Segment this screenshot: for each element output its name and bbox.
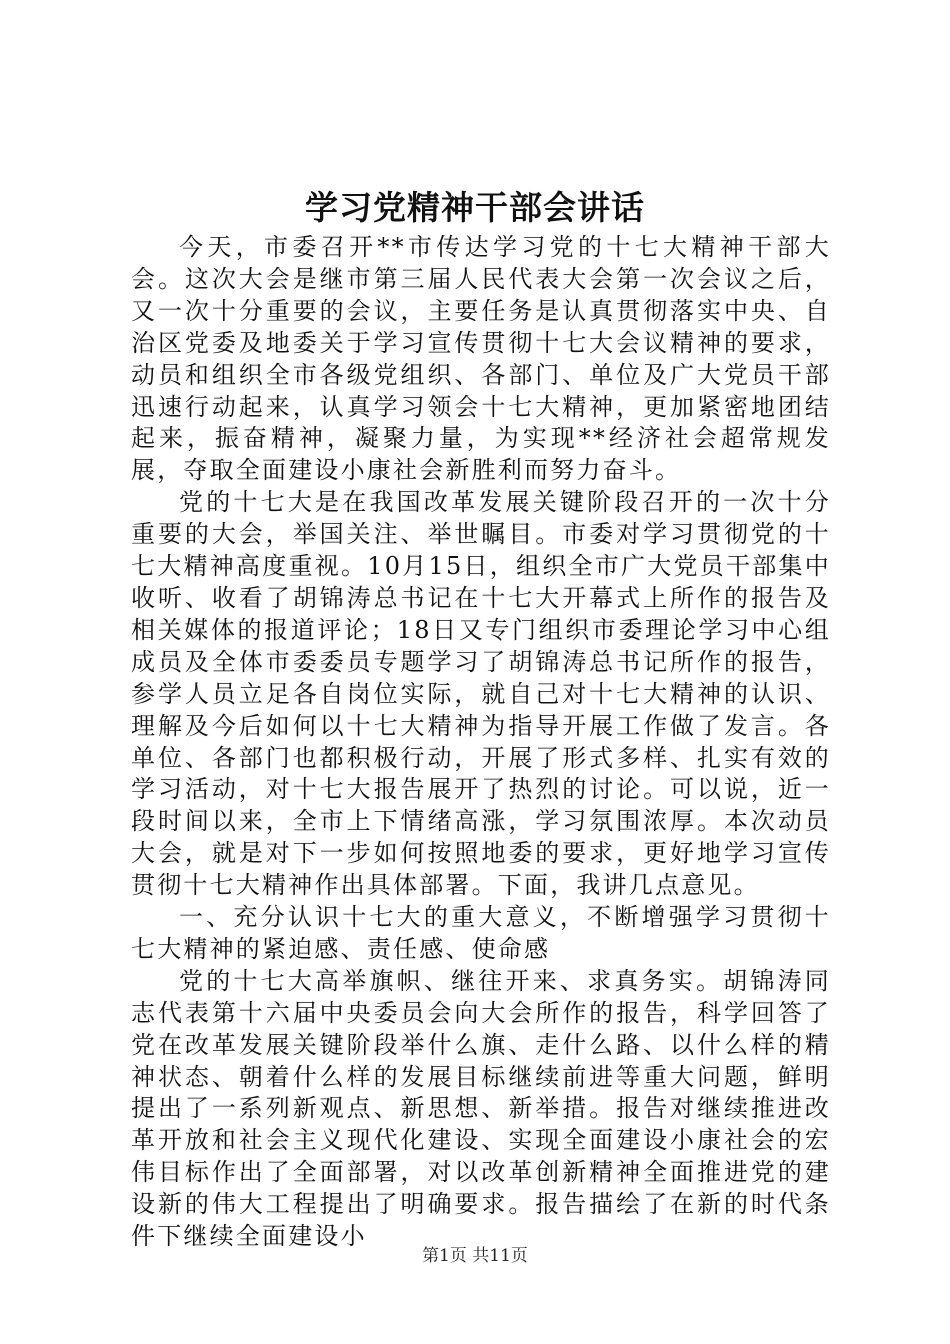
paragraph-1: 今天，市委召开**市传达学习党的十七大精神干部大会。这次大会是继市第三届人民代表大会第一次会议之后，又一次十分重要的会议，主要任务是认真贯彻落实中央、自治区党委及地委关于学习宣传贯彻十七大会议精神的要求，动员和组织全市各级党组织、各部门、单位及广大党员干部迅速行动起来，认真学习领会十七大精神，更加紧密地团结起来，振奋精神，凝聚力量，为实现**经济社会超常规发展，夺取全面建设小康社会新胜利而努力奋斗。 [131, 233, 831, 485]
document-title: 学习党精神干部会讲话 [305, 188, 645, 227]
page-footer: 第1页 共11页 [422, 1246, 528, 1266]
paragraph-3: 党的十七大高举旗帜、继往开来、求真务实。胡锦涛同志代表第十六届中央委员会向大会所作的报告，科学回答了党在改革发展关键阶段举什么旗、走什么路、以什么样的精神状态、朝着什么样的发展目标继续前进等重大问题，鲜明提出了一系列新观点、新思想、新举措。报告对继续推进改革开放和社会主义现代化建设、实现全面建设小康社会的宏伟目标作出了全面部署，对以改革创新精神全面推进党的建设新的伟大工程提出了明确要求。报告描绘了在新的时代条件下继续全面建设小 [131, 966, 831, 1251]
document-body [131, 232, 831, 1253]
paragraph-2: 党的十七大是在我国改革发展关键阶段召开的一次十分重要的大会，举国关注、举世瞩目。市委对学习贯彻党的十七大精神高度重视。10月15日，组织全市广大党员干部集中收听、收看了胡锦涛总书记在十七大开幕式上所作的报告及相关媒体的报道评论；18日又专门组织市委理论学习中心组成员及全体市委委员专题学习了胡锦涛总书记所作的报告，参学人员立足各自岗位实际，就自己对十七大精神的认识、理解及今后如何以十七大精神为指导开展工作做了发言。各单位、各部门也都积极行动，开展了形式多样、扎实有效的学习活动，对十七大报告展开了热烈的讨论。可以说，近一段时间以来，全市上下情绪高涨，学习氛围浓厚。本次动员大会，就是对下一步如何按照地委的要求，更好地学习宣传贯彻十七大精神作出具体部署。下面，我讲几点意见。 [131, 488, 831, 900]
section-heading-1: 一、充分认识十七大的重大意义，不断增强学习贯彻十七大精神的紧迫感、责任感、使命感 [131, 903, 831, 963]
